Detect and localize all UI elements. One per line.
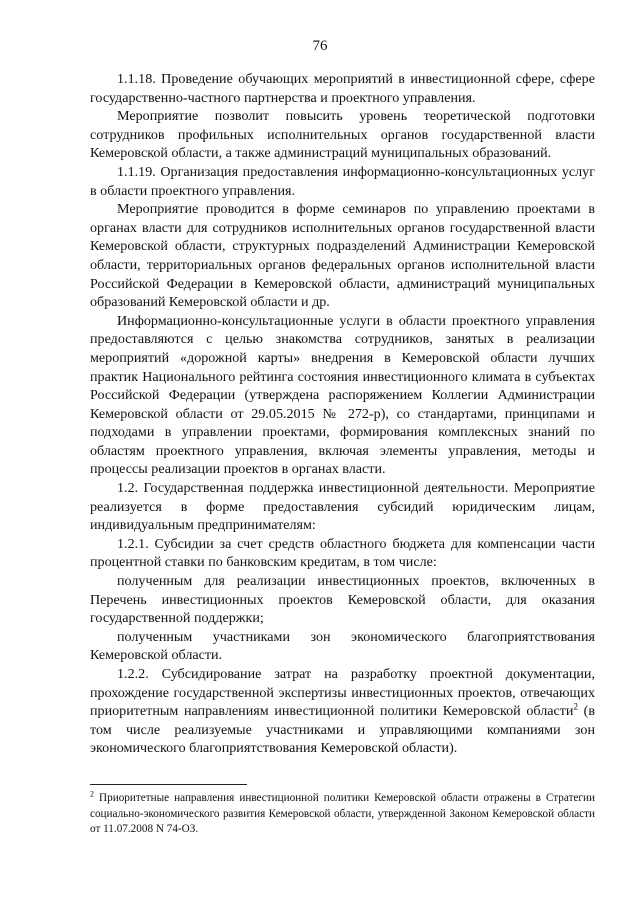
paragraph-1-2-2-text: 1.2.2. Субсидирование затрат на разработку проектной документации, прохождение государственной экспертизы инвестиционных проектов, отвечающих приоритетным направлениям инвестиционной политики Кемеровской области bbox=[90, 666, 595, 720]
body-text bbox=[90, 70, 595, 758]
paragraph-1-1-19-description: Мероприятие проводится в форме семинаров по управлению проектами в органах власти для сотрудников исполнительных органов государственной власти Кемеровской области, структурных подразделений Администрации Кемеровской области, территориальных органов федеральных органов исполнительной власти Российской Федерации в Кемеровской области, администраций муниципальных образований Кемеровской области и др. bbox=[90, 201, 595, 311]
footnote-marker: 2 bbox=[90, 789, 94, 799]
footnote bbox=[90, 791, 595, 838]
paragraph-1-1-18: 1.1.18. Проведение обучающих мероприятий в инвестиционной сфере, сфере государственно-частного партнерства и проектного управления. bbox=[90, 71, 595, 106]
footnote-separator bbox=[90, 784, 247, 785]
paragraph-1-2-2-continuation: (в том числе реализуемые участниками и управляющими компаниями зон экономического благоприятствования Кемеровской области). bbox=[90, 703, 596, 757]
paragraph-1-1-18-description: Мероприятие позволит повысить уровень теоретической подготовки сотрудников профильных исполнительных органов государственной власти Кемеровской области, а также администраций муниципальных образований. bbox=[90, 108, 595, 162]
paragraph-1-2-2 bbox=[90, 665, 595, 758]
paragraph-1-2-1-item-1: полученным для реализации инвестиционных проектов, включенных в Перечень инвестиционных проектов Кемеровской области, для оказания государственной поддержки; bbox=[90, 573, 595, 627]
paragraph-1-2: 1.2. Государственная поддержка инвестиционной деятельности. Мероприятие реализуется в форме предоставления субсидий юридическим лицам, индивидуальным предпринимателям: bbox=[90, 480, 595, 534]
footnote-text: Приоритетные направления инвестиционной политики Кемеровской области отражены в Стратегии социально-экономического развития Кемеровской области, утвержденной Законом Кемеровской области от 11.07.2008 N 74-ОЗ. bbox=[90, 792, 595, 835]
paragraph-1-1-19: 1.1.19. Организация предоставления информационно-консультационных услуг в области проектного управления. bbox=[90, 163, 595, 199]
paragraph-1-2-1-item-2: полученным участниками зон экономического благоприятствования Кемеровской области. bbox=[90, 628, 595, 664]
paragraph-1-2-1: 1.2.1. Субсидии за счет средств областного бюджета для компенсации части процентной ставки по банковским кредитам, в том числе: bbox=[90, 535, 595, 571]
footnote-reference: 2 bbox=[573, 701, 578, 712]
paragraph-consulting-services: Информационно-консультационные услуги в области проектного управления предоставляются с целью знакомства сотрудников, занятых в реализации мероприятий «дорожной карты» внедрения в Кемеровской области лучших практик Национального рейтинга состояния инвестиционного климата в субъектах Российской Федерации (утверждена распоряжением Коллегии Администрации Кемеровской области от 29.05.2015 № 272-р), со стандартами, принципами и подходами в управлении проектами, формирования комплексных знаний по областям проектного управления, включая элементы управления, методы и процессы реализации проектов в органах власти. bbox=[90, 312, 595, 478]
page-number: 76 bbox=[312, 38, 328, 54]
